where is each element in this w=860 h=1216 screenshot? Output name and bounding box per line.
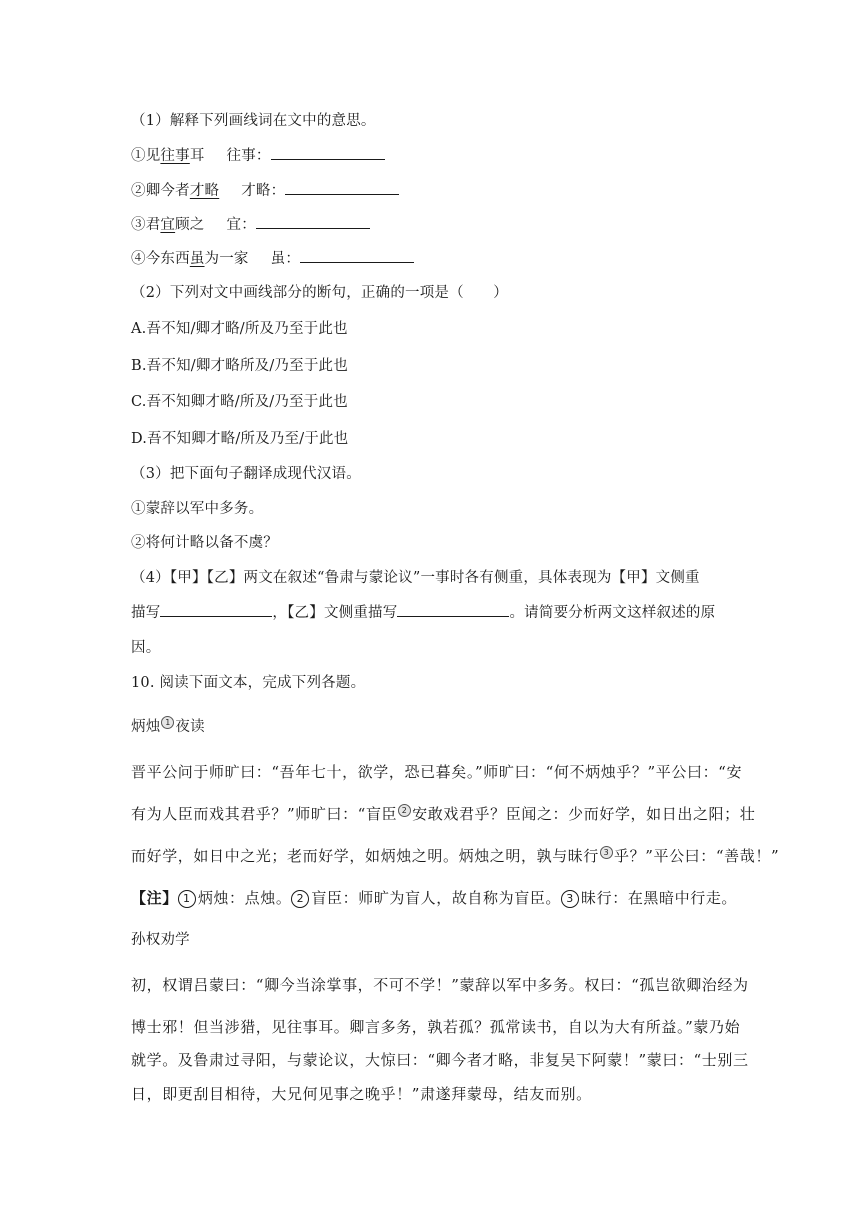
underlined-word: 往事 bbox=[160, 148, 190, 164]
underlined-word: 虽 bbox=[189, 251, 205, 267]
q4-line-3: 因。 bbox=[131, 640, 161, 656]
q3-item-1: ①蒙辞以军中多务。 bbox=[131, 501, 264, 517]
passage-1-notes: 【注】 1 炳烛：点烛。 2 盲臣：师旷为盲人，故自称为盲臣。 3 昧行：在黑暗中行走。 bbox=[131, 889, 738, 907]
passage-1-title: 炳烛 1 夜读 bbox=[131, 718, 205, 735]
q4-line-1: （4）【甲】【乙】两文在叙述“鲁肃与蒙论议”一事时各有侧重，具体表现为【甲】文侧重 bbox=[131, 570, 700, 586]
q1-item-1: ①见往事耳 往事： bbox=[131, 146, 385, 166]
footnote-marker-icon: 2 bbox=[398, 804, 411, 817]
note-number-icon: 2 bbox=[291, 890, 309, 908]
answer-blank[interactable] bbox=[271, 146, 385, 160]
note-number-icon: 1 bbox=[178, 890, 196, 908]
q1-item-3: ③君宜顾之 宜： bbox=[131, 215, 370, 235]
passage-2-line-4: 日，即更刮目相待，大兄何见事之晚乎！”肃遂拜蒙母，结友而别。 bbox=[131, 1085, 592, 1103]
q2-option-b[interactable]: B.吾不知/卿才略所及/乃至于此也 bbox=[131, 358, 348, 374]
q1-prompt: （1）解释下列画线词在文中的意思。 bbox=[131, 113, 376, 129]
underlined-word: 才略 bbox=[189, 183, 220, 199]
q2-option-a[interactable]: A.吾不知/卿才略/所及乃至于此也 bbox=[131, 321, 348, 337]
passage-2-line-1: 初，权谓吕蒙曰：“卿今当涂掌事，不可不学！”蒙辞以军中多务。权曰：“孤岂欲卿治经为 bbox=[131, 976, 749, 994]
passage-1-line-1: 晋平公问于师旷曰：“吾年七十，欲学，恐已暮矣。”师旷曰：“何不炳烛乎？”平公曰：“安 bbox=[131, 763, 743, 781]
answer-blank[interactable] bbox=[300, 249, 414, 263]
q1-item-2: ②卿今者才略 才略： bbox=[131, 181, 399, 201]
q2-option-c[interactable]: C.吾不知卿才略/所及/乃至于此也 bbox=[131, 394, 348, 410]
passage-1-line-2: 有为人臣而戏其君乎？”师旷曰：“盲臣 2 安敢戏君乎？臣闻之：少而好学，如日出之阳；壮 bbox=[131, 805, 756, 823]
passage-1-line-3: 而好学，如日中之光；老而好学，如炳烛之明。炳烛之明，孰与昧行 3 乎？”平公曰：“善哉！” bbox=[131, 847, 780, 865]
underlined-word: 宜 bbox=[160, 217, 176, 233]
passage-2-line-2: 博士邪！但当涉猎，见往事耳。卿言多务，孰若孤？孤常读书，自以为大有所益。”蒙乃始 bbox=[131, 1018, 741, 1036]
q2-prompt: （2）下列对文中画线部分的断句，正确的一项是（ ） bbox=[131, 285, 508, 301]
q2-option-d[interactable]: D.吾不知卿才略/所及乃至/于此也 bbox=[131, 431, 349, 447]
q3-prompt: （3）把下面句子翻译成现代汉语。 bbox=[131, 466, 361, 482]
passage-2-line-3: 就学。及鲁肃过寻阳，与蒙论议，大惊曰：“卿今者才略，非复吴下阿蒙！”蒙曰：“士别三 bbox=[131, 1051, 749, 1069]
footnote-marker-icon: 1 bbox=[161, 716, 174, 729]
q10-heading: 10. 阅读下面文本，完成下列各题。 bbox=[131, 675, 366, 691]
answer-blank[interactable] bbox=[160, 603, 272, 617]
q3-item-2: ②将何计略以备不虞？ bbox=[131, 535, 278, 551]
footnote-marker-icon: 3 bbox=[600, 846, 613, 859]
q4-line-2: 描写 ，【乙】文侧重描写 。请简要分析两文这样叙述的原 bbox=[131, 605, 716, 621]
answer-blank[interactable] bbox=[256, 215, 370, 229]
answer-blank[interactable] bbox=[285, 181, 399, 195]
passage-2-title: 孙权劝学 bbox=[131, 932, 190, 948]
q1-item-4: ④今东西虽为一家 虽： bbox=[131, 249, 414, 269]
note-number-icon: 3 bbox=[561, 890, 579, 908]
answer-blank[interactable] bbox=[397, 603, 509, 617]
